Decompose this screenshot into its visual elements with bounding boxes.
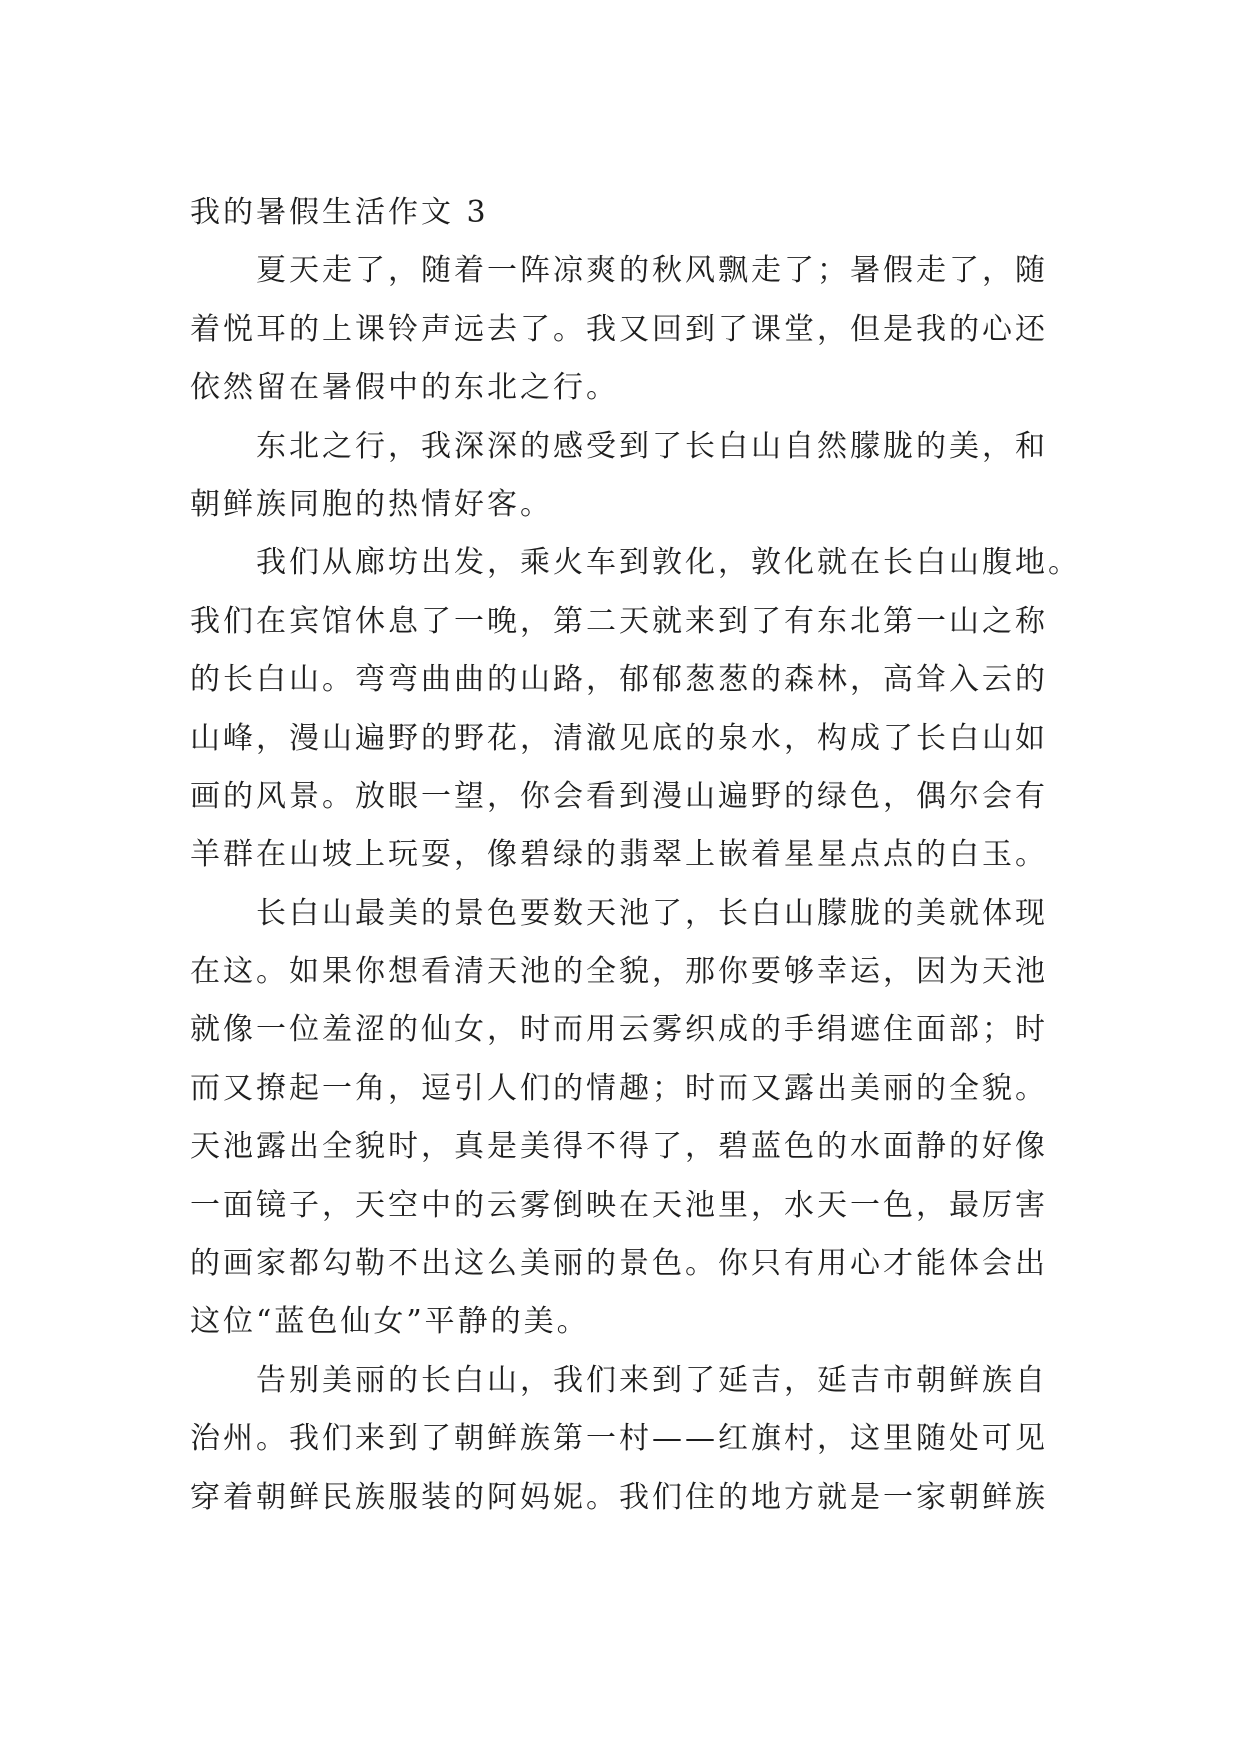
paragraph: [190, 1352, 1070, 1527]
paragraph-line: 而又撩起一角，逗引人们的情趣；时而又露出美丽的全貌。: [190, 1070, 1048, 1106]
paragraph: [190, 885, 1070, 1352]
paragraph-line: 山峰，漫山遍野的野花，清澈见底的泉水，构成了长白山如: [190, 720, 1048, 756]
paragraph-line: 我们在宾馆休息了一晚，第二天就来到了有东北第一山之称: [190, 603, 1048, 639]
paragraph-line: 羊群在山坡上玩耍，像碧绿的翡翠上嵌着星星点点的白玉。: [190, 837, 1048, 873]
document-body: [190, 184, 1081, 1527]
paragraph-line: 在这。如果你想看清天池的全貌，那你要够幸运，因为天池: [190, 954, 1048, 990]
paragraph-line: 夏天走了，随着一阵凉爽的秋风飘走了；暑假走了，随: [256, 253, 1048, 289]
paragraph-line: 我们从廊坊出发，乘火车到敦化，敦化就在长白山腹地。: [256, 545, 1081, 581]
paragraph-line: 依然留在暑假中的东北之行。: [190, 370, 619, 406]
paragraph: [190, 534, 1081, 884]
paragraph-line: 的画家都勾勒不出这么美丽的景色。你只有用心才能体会出: [190, 1246, 1048, 1282]
paragraph-line: 画的风景。放眼一望，你会看到漫山遍野的绿色，偶尔会有: [190, 778, 1048, 814]
paragraph-line: 一面镜子，天空中的云雾倒映在天池里，水天一色，最厉害: [190, 1187, 1048, 1223]
paragraph-line: 长白山最美的景色要数天池了，长白山朦胧的美就体现: [256, 895, 1048, 931]
document-title: 我的暑假生活作文 3: [190, 195, 489, 230]
paragraph-line: 天池露出全貌时，真是美得不得了，碧蓝色的水面静的好像: [190, 1129, 1048, 1165]
paragraph-line: 朝鲜族同胞的热情好客。: [190, 486, 553, 522]
paragraph-line: 这位“蓝色仙女”平静的美。: [190, 1304, 590, 1340]
paragraph-line: 穿着朝鲜民族服装的阿妈妮。我们住的地方就是一家朝鲜族: [190, 1479, 1048, 1515]
paragraph: [190, 418, 1070, 535]
paragraph-line: 治州。我们来到了朝鲜族第一村——红旗村，这里随处可见: [190, 1421, 1048, 1457]
paragraph-line: 东北之行，我深深的感受到了长白山自然朦胧的美，和: [256, 428, 1048, 464]
paragraph-line: 的长白山。弯弯曲曲的山路，郁郁葱葱的森林，高耸入云的: [190, 662, 1048, 698]
paragraph-line: 告别美丽的长白山，我们来到了延吉，延吉市朝鲜族自: [256, 1362, 1048, 1398]
paragraph-line: 着悦耳的上课铃声远去了。我又回到了课堂，但是我的心还: [190, 311, 1048, 347]
paragraph-line: 就像一位羞涩的仙女，时而用云雾织成的手绢遮住面部；时: [190, 1012, 1048, 1048]
paragraph: [190, 242, 1070, 417]
